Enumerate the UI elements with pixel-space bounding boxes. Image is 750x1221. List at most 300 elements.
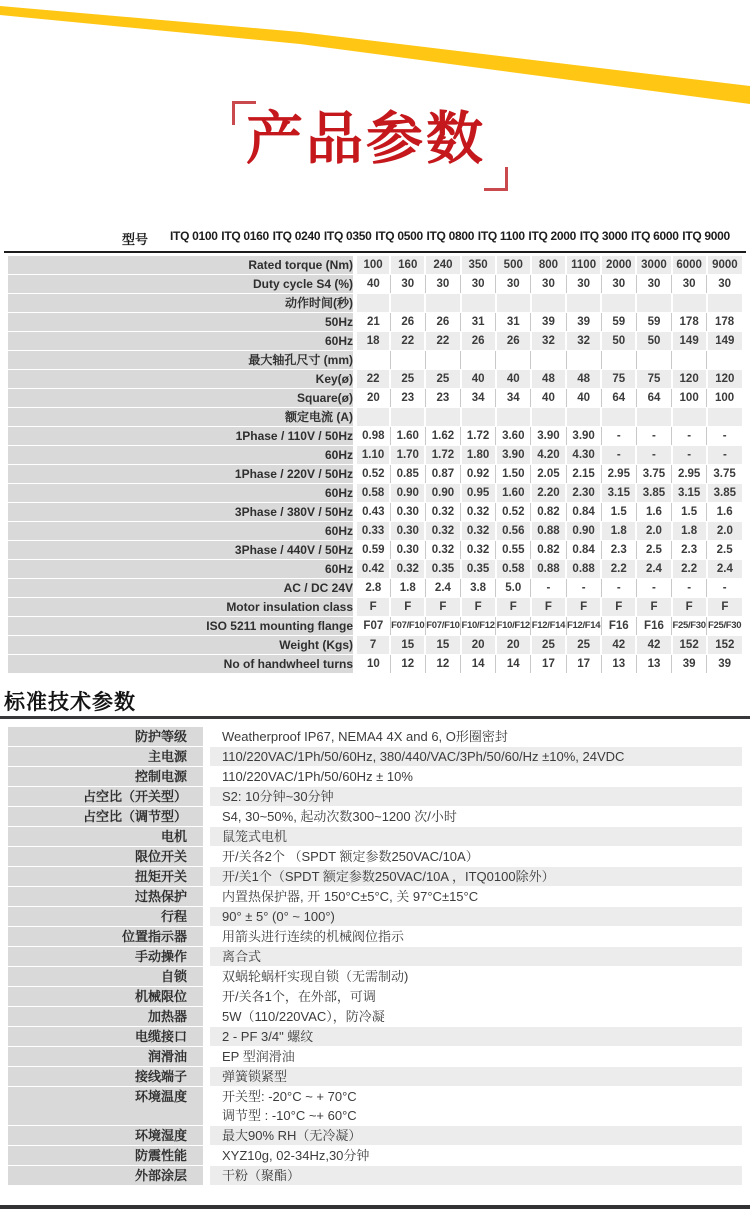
spec-cell: 3.90 — [531, 427, 566, 446]
yellow-ribbon-shape — [0, 6, 750, 104]
spec-cell: 0.87 — [425, 465, 460, 484]
spec-cell — [531, 294, 566, 313]
spec-cell: F12/F14 — [566, 617, 601, 636]
spec-row-label: 60Hz — [8, 560, 355, 579]
spec-row-label: No of handwheel turns — [8, 655, 355, 674]
spec-cell: 30 — [601, 275, 636, 294]
spec-cell: 1.50 — [496, 465, 531, 484]
spec-cell: F — [531, 598, 566, 617]
spec-cell: 2000 — [601, 256, 636, 275]
spec-cell: 75 — [636, 370, 671, 389]
tech-row-value: 5W（110/220VAC），防冷凝 — [210, 1007, 742, 1026]
spec-cell: 240 — [425, 256, 460, 275]
spec-cell: 1.8 — [601, 522, 636, 541]
spec-cell: 50 — [601, 332, 636, 351]
tech-row — [8, 767, 742, 786]
spec-cell — [390, 294, 425, 313]
spec-table-row — [8, 351, 742, 370]
spec-cell: F10/F12 — [496, 617, 531, 636]
spec-cell: 3.90 — [566, 427, 601, 446]
spec-cell: 13 — [636, 655, 671, 674]
tech-row — [8, 1047, 742, 1066]
spec-cell: 2.3 — [672, 541, 707, 560]
spec-cell: - — [601, 427, 636, 446]
spec-cell: 3000 — [636, 256, 671, 275]
tech-row-value: S2: 10分钟~30分钟 — [210, 787, 742, 806]
model-column-header: ITQ 0240 — [272, 229, 321, 243]
spec-cell: 1.62 — [425, 427, 460, 446]
spec-cell — [425, 408, 460, 427]
spec-table-row — [8, 256, 742, 275]
tech-row — [8, 907, 742, 926]
spec-cell: 39 — [531, 313, 566, 332]
spec-cell: 1100 — [566, 256, 601, 275]
spec-row-label: 最大轴孔尺寸 (mm) — [8, 351, 355, 370]
spec-cell — [355, 294, 390, 313]
spec-cell — [636, 351, 671, 370]
tech-row-label: 加热器 — [8, 1007, 203, 1026]
spec-cell: 26 — [461, 332, 496, 351]
spec-row-label: 额定电流 (A) — [8, 408, 355, 427]
spec-cell: F — [636, 598, 671, 617]
tech-row-label: 接线端子 — [8, 1067, 203, 1086]
spec-cell: 3.60 — [496, 427, 531, 446]
spec-cell: 100 — [672, 389, 707, 408]
spec-cell: 152 — [707, 636, 742, 655]
spec-cell: 120 — [707, 370, 742, 389]
spec-cell: 350 — [461, 256, 496, 275]
spec-cell — [672, 294, 707, 313]
tech-row-value: 干粉（聚酯） — [210, 1166, 742, 1185]
spec-cell: 0.90 — [566, 522, 601, 541]
spec-row-label: 60Hz — [8, 484, 355, 503]
spec-cell: - — [672, 427, 707, 446]
spec-cell: 0.85 — [390, 465, 425, 484]
tech-row-value: 最大90% RH（无冷凝） — [210, 1126, 742, 1145]
spec-cell: 23 — [425, 389, 460, 408]
spec-cell: 2.2 — [672, 560, 707, 579]
tech-row — [8, 747, 742, 766]
spec-cell: 2.5 — [707, 541, 742, 560]
model-column-header: ITQ 0160 — [221, 229, 269, 243]
spec-cell: F07/F10 — [390, 617, 425, 636]
tech-row-label: 自锁 — [8, 967, 203, 986]
section-heading: 标准技术参数 — [4, 691, 136, 714]
spec-cell: 40 — [566, 389, 601, 408]
spec-cell: 0.32 — [425, 522, 460, 541]
spec-cell: 31 — [461, 313, 496, 332]
spec-cell: 31 — [496, 313, 531, 332]
spec-row-label: 50Hz — [8, 313, 355, 332]
spec-cell: 3.75 — [707, 465, 742, 484]
spec-cell: 22 — [390, 332, 425, 351]
spec-table-row — [8, 560, 742, 579]
spec-cell: - — [672, 446, 707, 465]
spec-cell — [461, 408, 496, 427]
spec-cell: 30 — [636, 275, 671, 294]
model-column-header: ITQ 0350 — [323, 229, 372, 243]
spec-cell: 17 — [531, 655, 566, 674]
spec-cell — [707, 408, 742, 427]
spec-table-row — [8, 427, 742, 446]
spec-table-row — [8, 294, 742, 313]
spec-cell: F — [707, 598, 742, 617]
spec-cell: 14 — [496, 655, 531, 674]
spec-cell: 20 — [355, 389, 390, 408]
tech-row-value: XYZ10g, 02-34Hz,30分钟 — [210, 1146, 742, 1165]
spec-row-label: AC / DC 24V — [8, 579, 355, 598]
spec-table-row — [8, 655, 742, 674]
tech-row-value: S4, 30~50%, 起动次数300~1200 次/小时 — [210, 807, 742, 826]
spec-cell: 42 — [636, 636, 671, 655]
spec-cell: 0.30 — [390, 522, 425, 541]
spec-cell — [566, 351, 601, 370]
spec-cell: 100 — [355, 256, 390, 275]
tech-row — [8, 947, 742, 966]
spec-row-label: 1Phase / 220V / 50Hz — [8, 465, 355, 484]
spec-cell: 30 — [707, 275, 742, 294]
tech-row-value: 110/220VAC/1Ph/50/60Hz ± 10% — [210, 767, 742, 786]
model-column-header: ITQ 1100 — [477, 229, 525, 243]
spec-cell: - — [636, 427, 671, 446]
spec-cell: 10 — [355, 655, 390, 674]
spec-cell: 0.90 — [390, 484, 425, 503]
tech-row-value: 鼠笼式电机 — [210, 827, 742, 846]
spec-row-label: Key(ø) — [8, 370, 355, 389]
spec-cell: 13 — [601, 655, 636, 674]
tech-row-value: 开关型: -20°C ~ + 70°C 调节型 : -10°C ~+ 60°C — [210, 1087, 742, 1125]
spec-cell: 0.32 — [461, 503, 496, 522]
spec-cell: 30 — [461, 275, 496, 294]
spec-cell: 21 — [355, 313, 390, 332]
spec-cell: 2.8 — [355, 579, 390, 598]
tech-row — [8, 787, 742, 806]
spec-cell: 1.8 — [390, 579, 425, 598]
spec-table-row — [8, 636, 742, 655]
spec-row-label: Square(ø) — [8, 389, 355, 408]
spec-cell: 50 — [636, 332, 671, 351]
spec-cell: 48 — [566, 370, 601, 389]
spec-row-label: ISO 5211 mounting flange — [8, 617, 355, 636]
spec-cell: 0.43 — [355, 503, 390, 522]
model-header-label: 型号 — [122, 232, 149, 247]
spec-cell: 15 — [390, 636, 425, 655]
spec-cell: 1.6 — [636, 503, 671, 522]
model-column-header: ITQ 2000 — [528, 229, 577, 243]
spec-cell: 25 — [566, 636, 601, 655]
spec-cell: F07 — [355, 617, 390, 636]
spec-cell: 0.92 — [461, 465, 496, 484]
spec-cell: 0.55 — [496, 541, 531, 560]
spec-cell — [496, 351, 531, 370]
spec-cell: 0.84 — [566, 541, 601, 560]
tech-row — [8, 1126, 742, 1145]
spec-cell: 0.58 — [355, 484, 390, 503]
tech-row-label: 手动操作 — [8, 947, 203, 966]
spec-cell: 0.98 — [355, 427, 390, 446]
spec-cell: 9000 — [707, 256, 742, 275]
page-title: 产品参数 — [246, 107, 486, 171]
spec-cell: 0.35 — [425, 560, 460, 579]
spec-cell: 0.56 — [496, 522, 531, 541]
spec-cell: 2.3 — [601, 541, 636, 560]
spec-cell: - — [636, 446, 671, 465]
spec-cell: 100 — [707, 389, 742, 408]
spec-table-row — [8, 484, 742, 503]
spec-cell — [496, 294, 531, 313]
spec-cell: 1.72 — [425, 446, 460, 465]
spec-cell: 1.60 — [390, 427, 425, 446]
tech-row-label: 防护等级 — [8, 727, 203, 746]
spec-cell: 1.80 — [461, 446, 496, 465]
spec-cell: 2.5 — [636, 541, 671, 560]
spec-cell: 12 — [390, 655, 425, 674]
spec-cell: F12/F14 — [531, 617, 566, 636]
spec-cell: 0.30 — [390, 503, 425, 522]
spec-cell: F — [496, 598, 531, 617]
spec-table-row — [8, 503, 742, 522]
spec-cell: 30 — [425, 275, 460, 294]
spec-cell: 32 — [531, 332, 566, 351]
spec-row-label: Motor insulation class — [8, 598, 355, 617]
tech-row — [8, 827, 742, 846]
spec-cell: 26 — [425, 313, 460, 332]
tech-row-label: 环境湿度 — [8, 1126, 203, 1145]
spec-row-label: 60Hz — [8, 522, 355, 541]
spec-cell: 0.33 — [355, 522, 390, 541]
spec-cell: 2.15 — [566, 465, 601, 484]
tech-row-value: 90° ± 5° (0° ~ 100°) — [210, 907, 742, 926]
spec-cell: 20 — [461, 636, 496, 655]
tech-row-label: 防震性能 — [8, 1146, 203, 1165]
tech-row-label: 电机 — [8, 827, 203, 846]
spec-cell: 48 — [531, 370, 566, 389]
spec-cell: 152 — [672, 636, 707, 655]
spec-row-label: 动作时间(秒) — [8, 294, 355, 313]
corner-bracket-bottom-right-icon — [484, 167, 508, 191]
spec-cell — [461, 351, 496, 370]
spec-cell: 0.95 — [461, 484, 496, 503]
spec-cell: 0.32 — [390, 560, 425, 579]
spec-cell: 40 — [461, 370, 496, 389]
tech-row — [8, 867, 742, 886]
spec-row-label: Rated torque (Nm) — [8, 256, 355, 275]
tech-row-label: 润滑油 — [8, 1047, 203, 1066]
spec-cell: 40 — [355, 275, 390, 294]
spec-cell: F — [566, 598, 601, 617]
tech-row — [8, 1166, 742, 1185]
spec-cell: F16 — [601, 617, 636, 636]
spec-table-row — [8, 389, 742, 408]
spec-cell: 0.42 — [355, 560, 390, 579]
spec-cell: F — [425, 598, 460, 617]
spec-cell: 1.70 — [390, 446, 425, 465]
spec-cell — [601, 294, 636, 313]
spec-cell: - — [636, 579, 671, 598]
spec-cell: 75 — [601, 370, 636, 389]
tech-row-label: 行程 — [8, 907, 203, 926]
spec-cell — [601, 408, 636, 427]
spec-cell — [601, 351, 636, 370]
spec-cell: 0.58 — [496, 560, 531, 579]
spec-row-label: 3Phase / 380V / 50Hz — [8, 503, 355, 522]
spec-cell — [425, 351, 460, 370]
tech-row-label: 环境温度 — [8, 1087, 203, 1125]
spec-cell: 3.15 — [601, 484, 636, 503]
spec-row-label: Duty cycle S4 (%) — [8, 275, 355, 294]
spec-cell: 2.30 — [566, 484, 601, 503]
spec-cell: - — [566, 579, 601, 598]
model-list — [170, 229, 730, 243]
spec-cell: 30 — [672, 275, 707, 294]
spec-cell: 30 — [496, 275, 531, 294]
spec-cell: 4.30 — [566, 446, 601, 465]
tech-row — [8, 807, 742, 826]
spec-table-row — [8, 370, 742, 389]
spec-cell: 40 — [496, 370, 531, 389]
spec-cell: 7 — [355, 636, 390, 655]
spec-cell — [355, 408, 390, 427]
spec-cell: 178 — [707, 313, 742, 332]
spec-cell: 22 — [425, 332, 460, 351]
model-column-header: ITQ 9000 — [682, 229, 730, 243]
tech-row-label: 限位开关 — [8, 847, 203, 866]
spec-cell: 149 — [672, 332, 707, 351]
spec-cell: 0.52 — [496, 503, 531, 522]
spec-cell: 34 — [461, 389, 496, 408]
spec-cell — [531, 408, 566, 427]
tech-row-value: Weatherproof IP67, NEMA4 4X and 6, O形圈密封 — [210, 727, 742, 746]
tech-row — [8, 927, 742, 946]
spec-cell: 22 — [355, 370, 390, 389]
spec-cell: 59 — [601, 313, 636, 332]
spec-cell: 20 — [496, 636, 531, 655]
model-column-header: ITQ 0500 — [375, 229, 423, 243]
tech-row-value: EP 型润滑油 — [210, 1047, 742, 1066]
page-title-block — [240, 99, 496, 187]
spec-table-row — [8, 446, 742, 465]
spec-cell: 0.82 — [531, 503, 566, 522]
spec-cell: 26 — [390, 313, 425, 332]
tech-row — [8, 1146, 742, 1165]
model-column-header: ITQ 0100 — [170, 229, 218, 243]
spec-cell: 32 — [566, 332, 601, 351]
spec-cell — [707, 351, 742, 370]
spec-cell: F25/F30 — [672, 617, 707, 636]
tech-table — [8, 727, 742, 1186]
spec-cell: F10/F12 — [461, 617, 496, 636]
spec-table-row — [8, 465, 742, 484]
tech-row-label: 位置指示器 — [8, 927, 203, 946]
tech-row-value: 2 - PF 3/4" 螺纹 — [210, 1027, 742, 1046]
spec-cell: 2.20 — [531, 484, 566, 503]
tech-row-label: 主电源 — [8, 747, 203, 766]
spec-cell: 0.59 — [355, 541, 390, 560]
tech-row-value: 用箭头进行连续的机械阀位指示 — [210, 927, 742, 946]
tech-row — [8, 727, 742, 746]
tech-row-value: 110/220VAC/1Ph/50/60Hz, 380/440/VAC/3Ph/50/60/Hz ±10%, 24VDC — [210, 747, 742, 766]
bottom-divider — [0, 1205, 750, 1209]
spec-cell: 30 — [390, 275, 425, 294]
spec-table-row — [8, 617, 742, 636]
spec-row-label: 60Hz — [8, 332, 355, 351]
spec-cell: - — [601, 579, 636, 598]
spec-cell: 1.5 — [601, 503, 636, 522]
spec-cell: 1.60 — [496, 484, 531, 503]
spec-cell: 3.85 — [636, 484, 671, 503]
spec-cell: F — [601, 598, 636, 617]
spec-cell: 6000 — [672, 256, 707, 275]
spec-cell: F — [672, 598, 707, 617]
model-column-header: ITQ 3000 — [579, 229, 628, 243]
spec-cell: 1.72 — [461, 427, 496, 446]
tech-row — [8, 1067, 742, 1086]
spec-cell: 1.10 — [355, 446, 390, 465]
spec-cell: 39 — [566, 313, 601, 332]
spec-cell: 25 — [390, 370, 425, 389]
spec-cell: 2.4 — [636, 560, 671, 579]
spec-cell: F — [390, 598, 425, 617]
spec-cell: 39 — [707, 655, 742, 674]
spec-cell: 1.5 — [672, 503, 707, 522]
tech-row-label: 占空比（调节型） — [8, 807, 203, 826]
spec-cell: 2.0 — [636, 522, 671, 541]
spec-cell: 0.35 — [461, 560, 496, 579]
tech-row — [8, 1007, 742, 1026]
spec-cell: 160 — [390, 256, 425, 275]
spec-cell: 120 — [672, 370, 707, 389]
spec-cell — [566, 294, 601, 313]
spec-cell: 4.20 — [531, 446, 566, 465]
spec-cell: - — [601, 446, 636, 465]
spec-cell: F25/F30 — [707, 617, 742, 636]
spec-cell: 26 — [496, 332, 531, 351]
spec-table-row — [8, 313, 742, 332]
model-header-row — [0, 229, 750, 249]
spec-cell: 3.90 — [496, 446, 531, 465]
spec-cell: 0.32 — [425, 541, 460, 560]
spec-cell: 3.85 — [707, 484, 742, 503]
tech-row-value: 双蜗轮蜗杆实现自锁（无需制动) — [210, 967, 742, 986]
spec-cell: 149 — [707, 332, 742, 351]
spec-cell: 3.15 — [672, 484, 707, 503]
spec-cell — [496, 408, 531, 427]
spec-cell — [531, 351, 566, 370]
spec-cell: 2.4 — [707, 560, 742, 579]
spec-table-row — [8, 522, 742, 541]
tech-row-value: 内置热保护器, 开 150°C±5°C, 关 97°C±15°C — [210, 887, 742, 906]
tech-row-label: 机械限位 — [8, 987, 203, 1006]
spec-cell: 3.75 — [636, 465, 671, 484]
spec-cell — [390, 408, 425, 427]
corner-bracket-top-left-icon — [232, 101, 256, 125]
tech-row — [8, 1087, 742, 1125]
spec-cell — [636, 408, 671, 427]
spec-cell: 1.6 — [707, 503, 742, 522]
spec-row-label: 60Hz — [8, 446, 355, 465]
spec-cell — [636, 294, 671, 313]
spec-cell: 0.88 — [531, 522, 566, 541]
tech-row-label: 控制电源 — [8, 767, 203, 786]
tech-row-value: 开/关1个（SPDT 额定参数250VAC/10A ，ITQ0100除外） — [210, 867, 742, 886]
spec-cell: - — [707, 427, 742, 446]
spec-cell: 18 — [355, 332, 390, 351]
tech-row-value: 离合式 — [210, 947, 742, 966]
spec-cell: 800 — [531, 256, 566, 275]
tech-row — [8, 847, 742, 866]
spec-table — [8, 255, 742, 673]
model-column-header: ITQ 6000 — [631, 229, 679, 243]
